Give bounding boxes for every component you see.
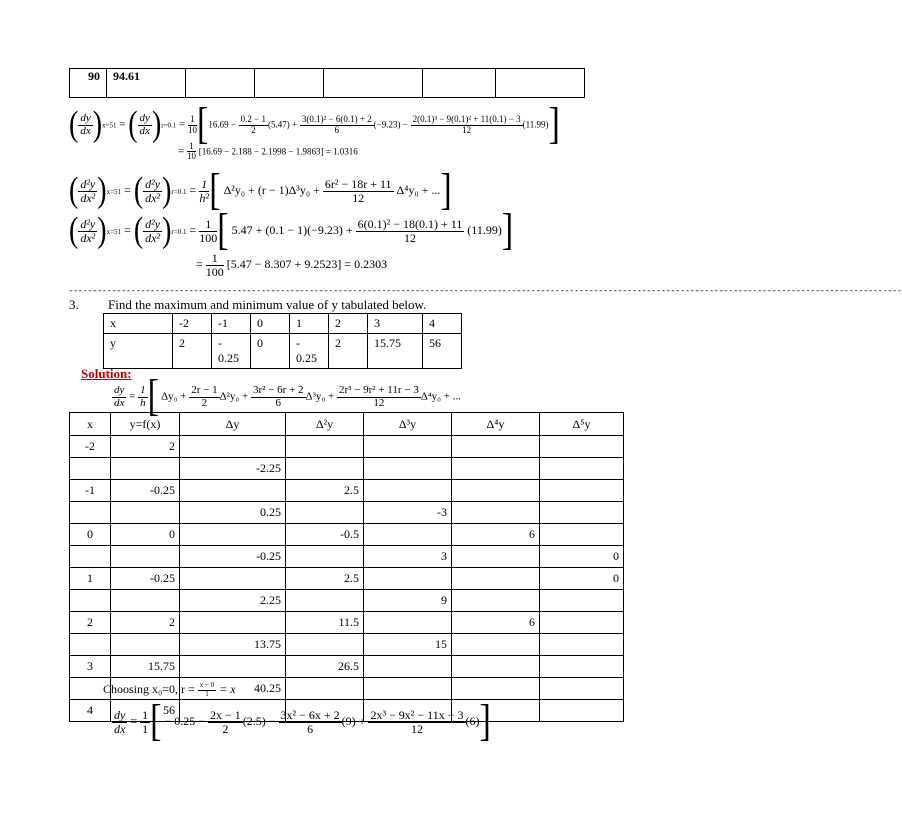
- question-number: 3.: [69, 297, 79, 312]
- table-cell: [364, 678, 452, 700]
- table-cell: [364, 436, 452, 458]
- table-row: [70, 436, 624, 458]
- table-cell: [452, 546, 540, 568]
- table-cell: -0.25: [180, 546, 286, 568]
- table-cell: [286, 502, 364, 524]
- table-cell: [540, 678, 624, 700]
- table-cell: [540, 590, 624, 612]
- table-cell: 11.5: [286, 612, 364, 634]
- table-cell: -2: [173, 314, 212, 334]
- table-cell: 13.75: [180, 634, 286, 656]
- table-cell: [540, 634, 624, 656]
- table-cell: [540, 436, 624, 458]
- table-cell: 2: [329, 314, 368, 334]
- column-header: Δ⁵y: [540, 413, 624, 436]
- table-row: [104, 314, 462, 334]
- table-cell: [364, 656, 452, 678]
- table-cell: 15.75: [111, 656, 180, 678]
- table-cell: [286, 590, 364, 612]
- table-cell: 15.75: [368, 334, 423, 369]
- table-cell: [364, 458, 452, 480]
- table-cell: [540, 612, 624, 634]
- table-cell: -1: [212, 314, 251, 334]
- cell-empty: [186, 69, 255, 98]
- cell-empty: [496, 69, 585, 98]
- table-cell: 0: [251, 314, 290, 334]
- table-cell: [286, 546, 364, 568]
- table-cell: 2.5: [286, 480, 364, 502]
- column-header: y=f(x): [111, 413, 180, 436]
- table-cell: [180, 568, 286, 590]
- table-cell: 15: [364, 634, 452, 656]
- table-cell: 0: [111, 524, 180, 546]
- cell-empty: [324, 69, 423, 98]
- table-cell: [452, 678, 540, 700]
- table-row: [70, 656, 624, 678]
- table-cell: 0: [251, 334, 290, 369]
- table-cell: [540, 480, 624, 502]
- column-header: Δy: [180, 413, 286, 436]
- table-cell: [452, 458, 540, 480]
- difference-table: [69, 412, 624, 722]
- table-cell: [452, 436, 540, 458]
- table-cell: [286, 458, 364, 480]
- table-cell: [180, 480, 286, 502]
- table-cell: 2.25: [180, 590, 286, 612]
- table-cell: 0: [70, 524, 111, 546]
- table-cell: 0: [540, 546, 624, 568]
- equation-first-derivative: ( $\frac{dy}{dx}$ )x=51 = ( $\frac{dy}{dx}$ )r=0.1 = $\frac{1}{10}$ [16.69 − $\frac{0.2 - 1}{2}$ (5.47) + $\frac{\text{3(0.1)² − 6(0.1) + 2}}{6}$ (−9.23) − $\frac{\text{2(0.1)³ − 9(0.1)² + 11(0.1) − 3}}{12}$ (11.99)]: [69, 100, 560, 149]
- table-cell: 1: [70, 568, 111, 590]
- table-cell: 26.5: [286, 656, 364, 678]
- table-cell: -2: [70, 436, 111, 458]
- table-cell: [364, 568, 452, 590]
- question-text: Find the maximum and minimum value of y tabulated below.: [108, 297, 427, 312]
- table-cell: [364, 612, 452, 634]
- table-cell: [540, 656, 624, 678]
- table-cell: -2.25: [180, 458, 286, 480]
- table-row: [70, 524, 624, 546]
- table-cell: [70, 634, 111, 656]
- table-cell: x: [104, 314, 173, 334]
- table-row: [70, 568, 624, 590]
- table-cell: [452, 568, 540, 590]
- table-row: [70, 458, 624, 480]
- table-cell: [111, 590, 180, 612]
- table-cell: [452, 656, 540, 678]
- table-cell: -1: [70, 480, 111, 502]
- table-cell: [540, 700, 624, 722]
- table-cell: 2.5: [286, 568, 364, 590]
- column-header: x: [70, 413, 111, 436]
- table-cell: [452, 634, 540, 656]
- table-cell: 2: [111, 436, 180, 458]
- table-cell: y: [104, 334, 173, 369]
- solution-heading: Solution:: [81, 366, 132, 381]
- table-cell: [452, 590, 540, 612]
- cell-x: 90: [70, 69, 107, 98]
- table-cell: [286, 436, 364, 458]
- table-cell: 2: [173, 334, 212, 369]
- question-data-table: [103, 313, 462, 369]
- equation-first-derivative-result: = $\frac{1}{10}$ [16.69 − 2.188 − 2.1998 − 1.9863] = 1.0316: [178, 141, 358, 162]
- table-cell: -0.25: [111, 480, 180, 502]
- table-cell: 6: [452, 612, 540, 634]
- table-cell: -3: [364, 502, 452, 524]
- cell-empty: [423, 69, 496, 98]
- table-cell: [540, 458, 624, 480]
- table-cell: - 0.25: [290, 334, 329, 369]
- table-cell: 2: [70, 612, 111, 634]
- table-cell: [111, 634, 180, 656]
- cell-y: 94.61: [107, 69, 186, 98]
- table-row: [70, 502, 624, 524]
- column-header: Δ²y: [286, 413, 364, 436]
- table-cell: [286, 678, 364, 700]
- table-cell: 2: [111, 612, 180, 634]
- table-row: [70, 634, 624, 656]
- table-cell: [111, 546, 180, 568]
- table-row: [70, 546, 624, 568]
- equation-second-derivative-result: = $\frac{1}{100}$ [5.47 − 8.307 + 9.2523] = 0.2303: [196, 251, 388, 279]
- table-cell: 3: [364, 546, 452, 568]
- table-cell: [111, 502, 180, 524]
- column-header: Δ⁴y: [452, 413, 540, 436]
- table-cell: [180, 524, 286, 546]
- table-cell: [364, 524, 452, 546]
- table-cell: [286, 634, 364, 656]
- table-cell: 40.25: [180, 678, 286, 700]
- table-cell: [452, 502, 540, 524]
- table-cell: [540, 524, 624, 546]
- table-cell: - 0.25: [212, 334, 251, 369]
- table-row: [70, 612, 624, 634]
- equation-second-derivative-substitution: ( $\frac{\text{d²y}}{\text{dx²}}$ )x=51 = ( $\frac{\text{d²y}}{\text{dx²}}$ )r=0.1 = $\frac{1}{100}$ [ 5.47 + (0.1 − 1)(−9.23) + $\frac{\text{6(0.1)² − 18(0.1) + 11}}{12}$ (11.99)]: [69, 206, 514, 255]
- table-cell: -0.25: [111, 568, 180, 590]
- table-cell: [364, 480, 452, 502]
- table-row: [70, 480, 624, 502]
- table-row: [70, 590, 624, 612]
- table-cell: [70, 458, 111, 480]
- table-cell: 56: [423, 334, 462, 369]
- table-cell: 9: [364, 590, 452, 612]
- table-cell: 2: [329, 334, 368, 369]
- table-cell: 4: [70, 700, 111, 722]
- separator-dashes: -----------------------------------------------------------------------------------------------------------------------------------------------------------------------------: [68, 286, 902, 296]
- equation-newton-forward-derivative: $\frac{dy}{dx}$ = $\frac{1}{h}$ [ Δy₀ + $\frac{2r - 1}{2}$ Δ²y₀ + $\frac{\text{3r² − 6r + 2}}{6}$ Δ³y₀ + $\frac{\text{2r³ − 9r² + 11r − 3}}{12}$ Δ⁴y₀ + ...: [114, 372, 461, 421]
- table-cell: 1: [290, 314, 329, 334]
- table-cell: [111, 458, 180, 480]
- table-cell: [70, 590, 111, 612]
- table-cell: [70, 502, 111, 524]
- table-cell: 0.25: [180, 502, 286, 524]
- table-cell: [452, 480, 540, 502]
- cell-empty: [255, 69, 324, 98]
- table-cell: -0.5: [286, 524, 364, 546]
- table-cell: [180, 436, 286, 458]
- table-cell: [70, 546, 111, 568]
- table-cell: 0: [540, 568, 624, 590]
- table-cell: 6: [452, 524, 540, 546]
- table-cell: 3: [70, 656, 111, 678]
- table-row: [104, 334, 462, 369]
- equation-second-derivative-formula: ( $\frac{\text{d²y}}{\text{dx²}}$ )x=51 = ( $\frac{\text{d²y}}{\text{dx²}}$ )r=0.1 = $\frac{1}{\text{h²}}$ [ Δ²y₀ + (r − 1)Δ³y₀ + $\frac{\text{6r² − 18r + 11}}{12}$ Δ⁴y₀ + ...]: [69, 166, 452, 215]
- table-cell: 3: [368, 314, 423, 334]
- table-header-row: [70, 413, 624, 436]
- equation-derivative-in-x: $\frac{dy}{dx}$ = $\frac{1}{1}$ [ − 0.25 − $\frac{2x - 1}{2}$ (2.5) − $\frac{\text{3x² − 6x + 2}}{6}$ (9) + $\frac{\text{2x³ − 9x² − 11x − 3}}{12}$ (6)]: [114, 697, 491, 746]
- table-cell: [180, 612, 286, 634]
- previous-table-row: [69, 68, 585, 98]
- table-cell: 4: [423, 314, 462, 334]
- column-header: Δ³y: [364, 413, 452, 436]
- choosing-statement: Choosing x₀=0, r = $\frac{x - 0}{1}$ = x: [103, 681, 236, 698]
- table-cell: [180, 656, 286, 678]
- table-cell: [540, 502, 624, 524]
- table-cell: 56: [111, 700, 180, 722]
